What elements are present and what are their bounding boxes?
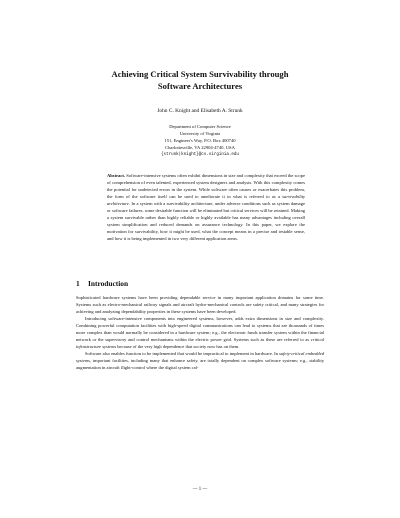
title-line-2: Software Architectures	[157, 81, 243, 91]
section-heading	[76, 279, 276, 288]
section-title: Introduction	[88, 279, 129, 288]
paragraph-2-text-b: because of the very high dependence that society now has on them.	[117, 344, 240, 350]
author-list: John C. Knight and Elisabeth A. Strunk	[157, 108, 243, 114]
affiliation-email: {strunk|knight}@cs.virginia.edu	[161, 152, 239, 157]
paragraph-3-term: safety-critical embedded systems,	[76, 351, 324, 364]
paragraph-2	[76, 315, 324, 350]
paragraph-3-text-a: Software also enables function to be implemented that would be impractical to implement in hardware. In	[85, 351, 278, 357]
affiliation-university: University of Virginia	[179, 130, 221, 136]
affiliation-dept: Department of Computer Science	[169, 124, 231, 129]
title-line-1: Achieving Critical System Survivability through	[111, 69, 289, 79]
section-body	[76, 294, 324, 372]
affiliation-address-2: Charlottesville, VA 22904-4740, USA	[165, 144, 235, 150]
abstract	[107, 172, 305, 242]
paragraph-3-text-b: important facilities, including many that enhance safety, are totally dependent on complex software systems; e.g., stability augmentation in aircraft flight-control where the digital system cal-	[76, 358, 325, 371]
abstract-term: survivability architecture.	[107, 194, 306, 207]
paragraph-3	[76, 350, 324, 371]
paper-title	[60, 68, 340, 92]
affiliation-address-1: 151, Engineer's Way, P.O. Box 400740	[164, 137, 236, 143]
page-number: — 1 —	[192, 487, 208, 492]
affiliation-block	[100, 124, 300, 159]
abstract-text-1: Software-intensive systems often exhibit dimensions in size and complexity that exceed the scope of comprehension of even talented, experienced system designers and analysts. With this complexity comes the potential for undetected errors in the system. While software often causes or exacerbates this problem, the form of the software itself can be used to ameliorate it in what is referred to as a	[107, 173, 305, 200]
abstract-text-2: In a system with a survivability architecture, under adverse conditions such as system damage or software failures, some desirable function will be eliminated but critical services will be retained. Making a system survivable rather than highly reliable or highly available has many advantages including overall system simplification and reduced demands on assurance technology. In this paper, we explore the motivation for survivability, how it might be used, what the concept means in a precise and testable sense, and how it is being implemented in two very different application areas.	[107, 201, 305, 242]
paragraph-2-text-a: Introducing software-intensive components into engineered systems, however, adds extra dimensions in size and complexity. Combining powerful computation facilities with high-speed digital communications can lead to systems that are thousands of times more complex than would normally be considered in a hardware system; e.g., the electronic funds transfer system within the financial network or the supervisory and control mechanisms within the electric power grid. Systems such as these are referred to as	[76, 316, 324, 343]
section-number: 1	[76, 279, 80, 288]
paragraph-1: Sophisticated hardware systems have been providing dependable service in many important application domains for some time. Systems such as electro-mechanical railway signals and aircraft hydro-mechanical controls are safety critical, and many strategies for achieving and analyzing dependability properties in these systems have been developed.	[76, 295, 324, 315]
paragraph-2-term: critical infrastructure systems	[76, 337, 324, 350]
abstract-label: Abstract.	[107, 173, 126, 178]
